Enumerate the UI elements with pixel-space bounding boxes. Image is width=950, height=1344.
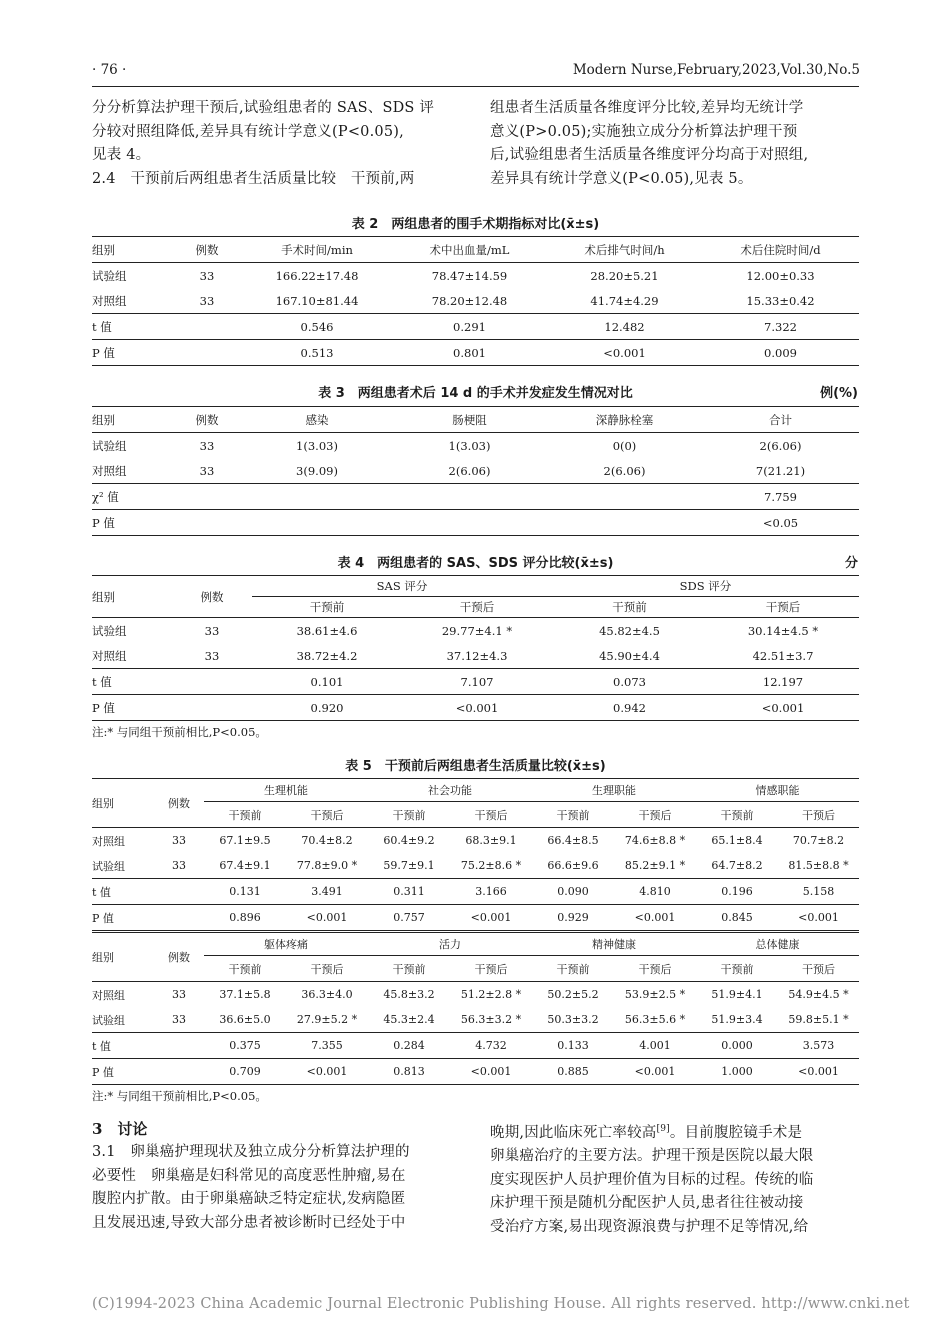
text-line: 受治疗方案,易出现资源浪费与护理不足等情况,给 — [490, 1218, 809, 1235]
th-col: 深静脉栓塞 — [595, 412, 654, 427]
th-pre: 干预前 — [556, 808, 590, 822]
text-line — [92, 1165, 464, 1189]
table4-note: 注:* 与同组干预前相比,P<0.05。 — [92, 725, 267, 739]
cell: 50.3±3.2 — [547, 1013, 599, 1026]
th-n: 例数 — [154, 932, 204, 982]
cell: 78.47±14.59 — [431, 268, 508, 283]
cell: 75.2±8.6 * — [460, 859, 522, 872]
cell: 42.51±3.7 — [752, 648, 814, 663]
th-dim: 总体健康 — [696, 932, 859, 956]
cell: 45.3±2.4 — [383, 1013, 435, 1026]
text-top-left — [92, 97, 464, 191]
th-col: 术中出血量/mL — [429, 242, 510, 257]
th-dim: 情感职能 — [696, 779, 859, 802]
cell: 33 — [199, 463, 215, 478]
th-sds: SDS 评分 — [552, 576, 859, 597]
cell: 0.813 — [393, 1065, 425, 1078]
cell: 81.5±8.8 * — [788, 859, 849, 872]
cell: 70.4±8.2 — [301, 834, 353, 847]
cell: 0.896 — [229, 911, 261, 924]
th-dim: 生理机能 — [204, 779, 368, 802]
table3 — [92, 406, 859, 536]
cell: 37.12±4.3 — [446, 648, 508, 663]
table-row — [92, 484, 859, 510]
th-dim: 躯体疼痛 — [204, 932, 368, 956]
table-row — [92, 828, 859, 854]
text-line: 床护理干预是随机分配医护人员,患者往往被动接 — [490, 1195, 804, 1212]
cell — [154, 1059, 204, 1085]
subsection-title: 3.1 卵巢癌护理现状及独立成分分析算法护理的 — [92, 1144, 410, 1160]
cell: 33 — [199, 268, 215, 283]
cell: 试验组 — [92, 623, 127, 638]
table-row — [92, 643, 859, 669]
cell: 3.573 — [802, 1039, 835, 1052]
cell: 0.000 — [721, 1039, 753, 1052]
table-row — [92, 853, 859, 879]
th-post: 干预后 — [638, 808, 672, 822]
cell: 对照组 — [92, 648, 127, 663]
table5-caption: 表 5 干预前后两组患者生活质量比较(x̄±s) — [345, 759, 606, 774]
citation: [9] — [656, 1124, 670, 1134]
cell: 0.009 — [764, 345, 797, 360]
cell — [547, 510, 702, 536]
cell: 试验组 — [92, 268, 127, 283]
th-post: 干预后 — [638, 962, 672, 976]
cell: 38.61±4.6 — [296, 623, 358, 638]
th-col: 术后排气时间/h — [584, 242, 665, 257]
cell: 试验组 — [92, 438, 127, 453]
th-pre: 干预前 — [228, 808, 262, 822]
cell: 0.073 — [613, 674, 646, 689]
table-row — [92, 618, 859, 644]
th-group: 组别 — [92, 242, 115, 257]
cell: 85.2±9.1 * — [624, 859, 686, 872]
cell: 0.311 — [393, 885, 425, 898]
cell: 59.7±9.1 — [383, 859, 435, 872]
cell: 53.9±2.5 * — [624, 988, 686, 1001]
cell — [242, 484, 392, 510]
cell: P 值 — [92, 911, 114, 925]
cell: 对照组 — [92, 293, 127, 308]
cell: 66.6±9.6 — [547, 859, 599, 872]
cell: t 值 — [92, 885, 111, 899]
th-dim: 活力 — [368, 932, 532, 956]
table-row — [92, 314, 859, 340]
th-group: 组别 — [92, 932, 154, 982]
th-group: 组别 — [92, 779, 154, 828]
cell: 77.8±9.0 * — [296, 859, 358, 872]
text-line: 差异具有统计学意义(P<0.05),见表 5。 — [490, 170, 753, 187]
table-row — [92, 263, 859, 289]
cell: 56.3±3.2 * — [460, 1013, 522, 1026]
cell: 0.133 — [557, 1039, 589, 1052]
th-dim: 生理职能 — [532, 779, 696, 802]
table-header-row — [92, 956, 859, 982]
cell: 0.101 — [310, 674, 344, 689]
cell: 0.845 — [721, 911, 753, 924]
cell: 33 — [199, 438, 215, 453]
cell — [172, 314, 242, 340]
table-header-row — [92, 932, 859, 956]
journal-info: Modern Nurse,February,2023,Vol.30,No.5 — [572, 62, 860, 78]
th-post: 干预后 — [310, 808, 344, 822]
cell: 74.6±8.8 * — [624, 834, 686, 847]
text-line: 组患者生活质量各维度评分比较,差异均无统计学 — [490, 100, 804, 116]
page-number: · 76 · — [92, 62, 127, 78]
th-dim: 社会功能 — [368, 779, 532, 802]
th-pre: 干预前 — [556, 962, 590, 976]
cell: 33 — [172, 859, 186, 872]
cell: 试验组 — [92, 859, 125, 873]
table-header-row — [92, 407, 859, 433]
cell: 7.355 — [311, 1039, 343, 1052]
th-col: 合计 — [769, 412, 792, 427]
cell: t 值 — [92, 674, 112, 689]
text-line: 分分析算法护理干预后,试验组患者的 SAS、SDS 评 — [92, 100, 435, 116]
cell: 0.929 — [557, 911, 589, 924]
cell: <0.001 — [761, 700, 805, 715]
cell: 28.20±5.21 — [590, 268, 659, 283]
cell: 27.9±5.2 * — [296, 1013, 358, 1026]
cell: 64.7±8.2 — [711, 859, 763, 872]
th-n: 例数 — [172, 576, 252, 618]
cell: <0.001 — [798, 1065, 839, 1078]
cell: 37.1±5.8 — [219, 988, 271, 1001]
cell — [154, 905, 204, 932]
th-group: 组别 — [92, 576, 172, 618]
cell: 0.375 — [229, 1039, 261, 1052]
text-line: 分较对照组降低,差异具有统计学意义(P<0.05), — [92, 123, 404, 140]
cell — [154, 1033, 204, 1059]
th-post: 干预后 — [802, 962, 835, 976]
cell: 0.920 — [310, 700, 344, 715]
cell: 59.8±5.1 * — [788, 1013, 849, 1026]
th-post: 干预后 — [474, 808, 508, 822]
cell: 0.885 — [557, 1065, 589, 1078]
text-line: 见表 4。 — [92, 147, 151, 163]
cell: 65.1±8.4 — [711, 834, 763, 847]
th-post: 干预后 — [765, 600, 801, 614]
cell: 60.4±9.2 — [383, 834, 435, 847]
cell: 15.33±0.42 — [746, 293, 815, 308]
section-3-title: 3 讨论 — [92, 1120, 148, 1138]
table5 — [92, 778, 859, 1085]
cell: 0.090 — [557, 885, 589, 898]
cell: 167.10±81.44 — [275, 293, 359, 308]
cell: 33 — [204, 648, 220, 663]
th-col: 术后住院时间/d — [740, 242, 821, 257]
th-pre: 干预前 — [720, 808, 754, 822]
cell: <0.001 — [470, 1065, 512, 1078]
cell: 78.20±12.48 — [431, 293, 508, 308]
cell: 56.3±5.6 * — [624, 1013, 686, 1026]
th-group: 组别 — [92, 412, 115, 427]
table3-unit: 例(%) — [820, 386, 858, 401]
cell: 3(9.09) — [296, 463, 338, 478]
table-row — [92, 1059, 859, 1085]
cell: χ² 值 — [92, 489, 119, 504]
table-row — [92, 1033, 859, 1059]
table-row — [92, 669, 859, 695]
cell: 7.322 — [764, 319, 797, 334]
cell: <0.001 — [455, 700, 499, 715]
text-line: 且发展迅速,导致大部分患者被诊断时已经处于中 — [92, 1214, 406, 1231]
cell: 45.8±3.2 — [383, 988, 435, 1001]
table-row — [92, 458, 859, 484]
cell — [154, 879, 204, 905]
cell: 5.158 — [802, 885, 835, 898]
cell: P 值 — [92, 1065, 114, 1079]
cell: <0.001 — [603, 345, 646, 360]
table-row — [92, 433, 859, 459]
text-line: 意义(P>0.05);实施独立成分分析算法护理干预 — [490, 123, 798, 140]
subsection-title-cont: 必要性 — [92, 1167, 137, 1184]
cell: 38.72±4.2 — [296, 648, 358, 663]
th-col: 手术时间/min — [281, 242, 353, 257]
cell: 对照组 — [92, 463, 127, 478]
text-line: 度实现医护人员护理价值为目标的过程。传统的临 — [490, 1171, 814, 1188]
cell: 试验组 — [92, 1013, 125, 1027]
cell: 51.2±2.8 * — [460, 988, 522, 1001]
cell — [547, 484, 702, 510]
cell — [172, 669, 252, 695]
cell — [392, 484, 547, 510]
cell — [172, 340, 242, 366]
table-row — [92, 695, 859, 721]
section-3-left — [92, 1141, 464, 1235]
th-post: 干预后 — [474, 962, 508, 976]
th-pre: 干预前 — [720, 962, 754, 976]
cell: 3.491 — [311, 885, 343, 898]
cell: 70.7±8.2 — [792, 834, 845, 847]
cell: 4.810 — [639, 885, 671, 898]
cell: 33 — [199, 293, 215, 308]
cell: 12.00±0.33 — [746, 268, 815, 283]
cell: 0.284 — [393, 1039, 425, 1052]
cell: 0.757 — [393, 911, 425, 924]
cell: 41.74±4.29 — [590, 293, 659, 308]
table-row — [92, 1007, 859, 1033]
cell: P 值 — [92, 515, 115, 530]
cell — [242, 510, 392, 536]
cell: <0.001 — [634, 1065, 676, 1078]
text-span: 晚期,因此临床死亡率较高 — [490, 1124, 657, 1141]
cell: <0.001 — [470, 911, 512, 924]
th-n: 例数 — [195, 412, 219, 427]
table-header-row — [92, 802, 859, 828]
table2-caption: 表 2 两组患者的围手术期指标对比(x̄±s) — [351, 217, 600, 232]
cell — [172, 695, 252, 721]
cell: 1(3.03) — [296, 438, 338, 453]
cell: 45.90±4.4 — [599, 648, 660, 663]
table2 — [92, 236, 859, 366]
cell: t 值 — [92, 1039, 111, 1053]
cell: 166.22±17.48 — [275, 268, 359, 283]
cell: <0.001 — [306, 1065, 348, 1078]
cell: 7.107 — [460, 674, 494, 689]
cell: t 值 — [92, 319, 112, 334]
table4-caption: 表 4 两组患者的 SAS、SDS 评分比较(x̄±s) — [337, 556, 614, 571]
cell: 7.759 — [764, 489, 797, 504]
text-line: 2.4 干预前后两组患者生活质量比较 干预前,两 — [92, 170, 415, 187]
cell — [172, 484, 242, 510]
cell: 45.82±4.5 — [599, 623, 660, 638]
text-line: 后,试验组患者生活质量各维度评分均高于对照组, — [490, 147, 809, 163]
cell: 54.9±4.5 * — [788, 988, 849, 1001]
cell — [392, 510, 547, 536]
cell: 0.942 — [613, 700, 646, 715]
text-line — [490, 1118, 860, 1145]
cell: 2(6.06) — [603, 463, 646, 478]
th-post: 干预后 — [459, 600, 495, 614]
th-pre: 干预前 — [392, 808, 426, 822]
table-header-row — [92, 779, 859, 802]
section-3-right — [490, 1118, 860, 1239]
text-top-right — [490, 97, 860, 191]
cell: 33 — [204, 623, 220, 638]
cell: 0.196 — [721, 885, 753, 898]
cell: 0.709 — [229, 1065, 261, 1078]
th-dim: 精神健康 — [532, 932, 696, 956]
table4-unit: 分 — [844, 556, 858, 571]
table-row — [92, 288, 859, 314]
cell — [172, 510, 242, 536]
cell: 36.6±5.0 — [219, 1013, 271, 1026]
cell: <0.001 — [306, 911, 348, 924]
copyright-footer: (C)1994-2023 China Academic Journal Electronic Publishing House. All rights reserved. http://www.cnki.net — [92, 1296, 910, 1312]
cell: 12.482 — [604, 319, 645, 334]
table4 — [92, 575, 859, 721]
cell: 50.2±5.2 — [547, 988, 599, 1001]
cell: 0(0) — [612, 438, 637, 453]
cell: P 值 — [92, 700, 115, 715]
cell: 0.801 — [453, 345, 486, 360]
cell: <0.05 — [762, 515, 799, 530]
table-header-row — [92, 576, 859, 597]
cell: 4.732 — [475, 1039, 507, 1052]
cell: 0.131 — [229, 885, 261, 898]
th-n: 例数 — [154, 779, 204, 828]
cell: 29.77±4.1 * — [441, 623, 513, 638]
cell: 0.513 — [300, 345, 334, 360]
cell: 12.197 — [762, 674, 804, 689]
table3-caption: 表 3 两组患者术后 14 d 的手术并发症发生情况对比 — [318, 386, 633, 401]
cell: 0.546 — [300, 319, 334, 334]
cell: 4.001 — [639, 1039, 671, 1052]
cell: 对照组 — [92, 834, 125, 848]
text-line: 腹腔内扩散。由于卵巢癌缺乏特定症状,发病隐匿 — [92, 1191, 406, 1207]
th-pre: 干预前 — [309, 600, 345, 614]
cell: 3.166 — [475, 885, 507, 898]
table-header-row — [92, 237, 859, 263]
th-post: 干预后 — [310, 962, 344, 976]
th-pre: 干预前 — [612, 600, 647, 614]
cell: 51.9±4.1 — [711, 988, 763, 1001]
cell: 对照组 — [92, 988, 125, 1002]
table-row — [92, 340, 859, 366]
cell: 1.000 — [721, 1065, 753, 1078]
table-row — [92, 905, 859, 932]
th-pre: 干预前 — [228, 962, 262, 976]
cell: <0.001 — [798, 911, 839, 924]
table-row — [92, 879, 859, 905]
th-pre: 干预前 — [392, 962, 426, 976]
cell: 7(21.21) — [755, 463, 806, 478]
th-post: 干预后 — [802, 808, 835, 822]
cell: 66.4±8.5 — [547, 834, 599, 847]
th-sas: SAS 评分 — [252, 576, 552, 597]
table-row — [92, 982, 859, 1008]
cell: 2(6.06) — [448, 463, 491, 478]
cell: P 值 — [92, 345, 115, 360]
cell: 36.3±4.0 — [301, 988, 353, 1001]
cell: 33 — [172, 1013, 186, 1026]
header-rule — [92, 86, 859, 87]
text-span: 卵巢癌是妇科常见的高度恶性肿瘤,易在 — [150, 1167, 406, 1184]
cell: 68.3±9.1 — [465, 834, 517, 847]
cell: 33 — [172, 988, 186, 1001]
cell: 2(6.06) — [759, 438, 802, 453]
table-row — [92, 510, 859, 536]
text-span: 。目前腹腔镜手术是 — [669, 1124, 803, 1141]
cell: 67.1±9.5 — [219, 834, 271, 847]
cell: 1(3.03) — [448, 438, 491, 453]
cell: 30.14±4.5 * — [747, 623, 819, 638]
cell: 51.9±3.4 — [711, 1013, 763, 1026]
th-n: 例数 — [195, 242, 219, 257]
th-col: 感染 — [305, 412, 329, 427]
cell: <0.001 — [634, 911, 676, 924]
cell: 67.4±9.1 — [219, 859, 271, 872]
th-col: 肠梗阻 — [452, 412, 487, 427]
table5-note: 注:* 与同组干预前相比,P<0.05。 — [92, 1089, 267, 1103]
cell: 33 — [172, 834, 186, 847]
text-line: 卵巢癌治疗的主要方法。护理干预是医院以最大限 — [490, 1148, 814, 1165]
cell: 0.291 — [453, 319, 486, 334]
